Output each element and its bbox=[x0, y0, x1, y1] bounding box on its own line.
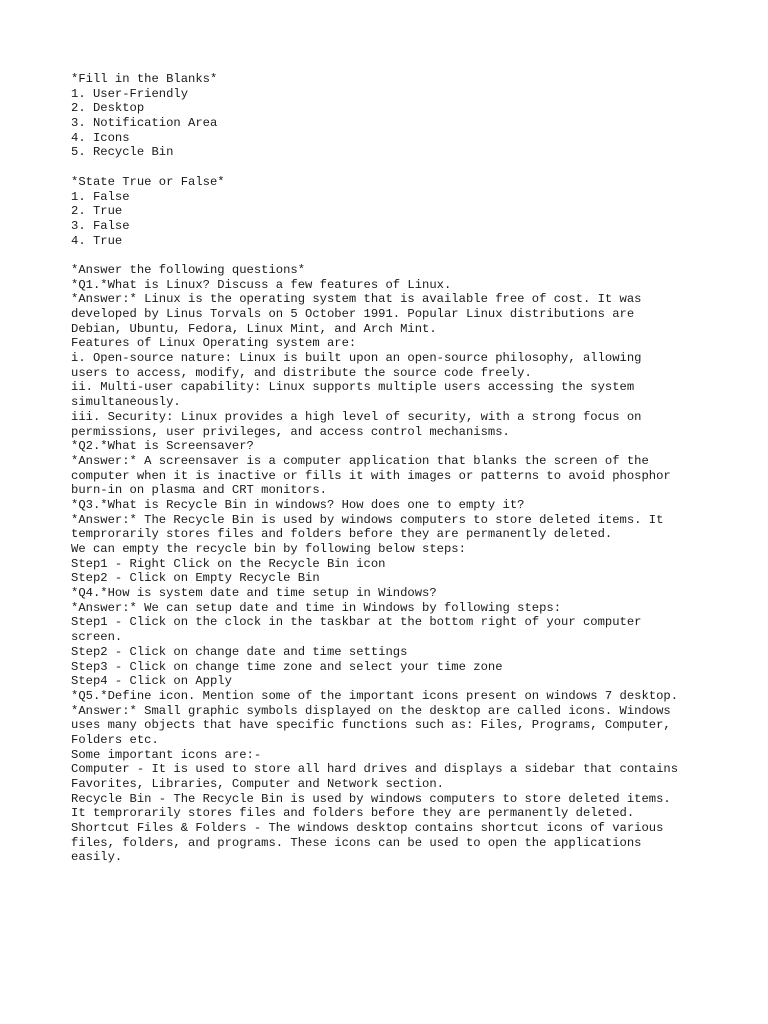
answer-line: *Answer:* Linux is the operating system that is available free of cost. It was bbox=[71, 292, 642, 307]
fill-blanks-heading: *Fill in the Blanks* bbox=[71, 72, 218, 86]
answer-line: *Answer:* Small graphic symbols displayed on the desktop are called icons. Windows bbox=[71, 703, 671, 718]
answer-line: *Q1.*What is Linux? Discuss a few features of Linux. bbox=[71, 277, 452, 292]
answer-line: burn-in on plasma and CRT monitors. bbox=[71, 483, 327, 498]
answer-line: i. Open-source nature: Linux is built upon an open-source philosophy, allowing bbox=[71, 351, 642, 366]
answer-line: Debian, Ubuntu, Fedora, Linux Mint, and Arch Mint. bbox=[71, 321, 437, 336]
blank-line bbox=[71, 248, 711, 263]
true-false-item: 1. False bbox=[71, 189, 130, 204]
answer-line: temprorarily stores files and folders before they are permanently deleted. bbox=[71, 527, 613, 542]
answer-line: Features of Linux Operating system are: bbox=[71, 336, 357, 351]
answer-line: permissions, user privileges, and access control mechanisms. bbox=[71, 424, 510, 439]
answer-line: files, folders, and programs. These icons can be used to open the applications bbox=[71, 835, 642, 850]
answer-line: users to access, modify, and distribute the source code freely. bbox=[71, 365, 532, 380]
answer-line: Step2 - Click on Empty Recycle Bin bbox=[71, 571, 320, 586]
answer-line: It temprorarily stores files and folders before they are permanently deleted. bbox=[71, 806, 635, 821]
answers-heading: *Answer the following questions* bbox=[71, 262, 306, 277]
answer-line: Step1 - Right Click on the Recycle Bin icon bbox=[71, 556, 386, 571]
answer-line: computer when it is inactive or fills it with images or patterns to avoid phosphor bbox=[71, 468, 671, 483]
answer-line: We can empty the recycle bin by following below steps: bbox=[71, 542, 466, 556]
answer-line: Folders etc. bbox=[71, 732, 159, 747]
answer-line: Shortcut Files & Folders - The windows desktop contains shortcut icons of various bbox=[71, 821, 664, 836]
fill-blanks-item: 1. User-Friendly bbox=[71, 86, 189, 101]
answer-line: Some important icons are:- bbox=[71, 747, 262, 762]
true-false-section bbox=[71, 175, 711, 248]
fill-blanks-section bbox=[71, 72, 711, 160]
answer-line: *Q2.*What is Screensaver? bbox=[71, 439, 254, 454]
answer-line: screen. bbox=[71, 630, 123, 645]
answer-line: simultaneously. bbox=[71, 395, 181, 410]
answers-section bbox=[71, 263, 711, 865]
answer-line: Step1 - Click on the clock in the taskbar at the bottom right of your computer bbox=[71, 615, 642, 630]
answer-line: *Q3.*What is Recycle Bin in windows? How does one to empty it? bbox=[71, 497, 525, 512]
fill-blanks-item: 4. Icons bbox=[71, 130, 130, 145]
answer-line: Step3 - Click on change time zone and select your time zone bbox=[71, 659, 503, 674]
answer-line: Step4 - Click on Apply bbox=[71, 674, 232, 689]
answer-line: developed by Linus Torvals on 5 October 1991. Popular Linux distributions are bbox=[71, 307, 635, 321]
true-false-heading: *State True or False* bbox=[71, 174, 225, 189]
true-false-item: 3. False bbox=[71, 218, 130, 233]
fill-blanks-item: 2. Desktop bbox=[71, 101, 145, 116]
answer-line: *Answer:* We can setup date and time in Windows by following steps: bbox=[71, 600, 562, 615]
answer-line: ii. Multi-user capability: Linux supports multiple users accessing the system bbox=[71, 380, 635, 395]
blank-line bbox=[71, 160, 711, 175]
answer-line: Recycle Bin - The Recycle Bin is used by windows computers to store deleted items. bbox=[71, 791, 671, 806]
answer-line: *Q5.*Define icon. Mention some of the important icons present on windows 7 desktop. bbox=[71, 688, 679, 703]
answer-line: Favorites, Libraries, Computer and Network section. bbox=[71, 777, 444, 791]
answer-line: Computer - It is used to store all hard drives and displays a sidebar that contains bbox=[71, 762, 679, 777]
answer-line: Step2 - Click on change date and time settings bbox=[71, 644, 408, 659]
fill-blanks-item: 5. Recycle Bin bbox=[71, 145, 174, 160]
true-false-item: 4. True bbox=[71, 233, 123, 248]
answer-line: *Answer:* A screensaver is a computer application that blanks the screen of the bbox=[71, 453, 649, 468]
answer-line: uses many objects that have specific functions such as: Files, Programs, Computer, bbox=[71, 718, 671, 733]
true-false-item: 2. True bbox=[71, 204, 123, 219]
answer-line: easily. bbox=[71, 850, 123, 865]
answer-line: *Q4.*How is system date and time setup in Windows? bbox=[71, 586, 437, 601]
answer-line: *Answer:* The Recycle Bin is used by windows computers to store deleted items. It bbox=[71, 512, 664, 527]
fill-blanks-item: 3. Notification Area bbox=[71, 116, 218, 131]
document-page bbox=[71, 72, 711, 865]
answer-line: iii. Security: Linux provides a high level of security, with a strong focus on bbox=[71, 409, 642, 424]
